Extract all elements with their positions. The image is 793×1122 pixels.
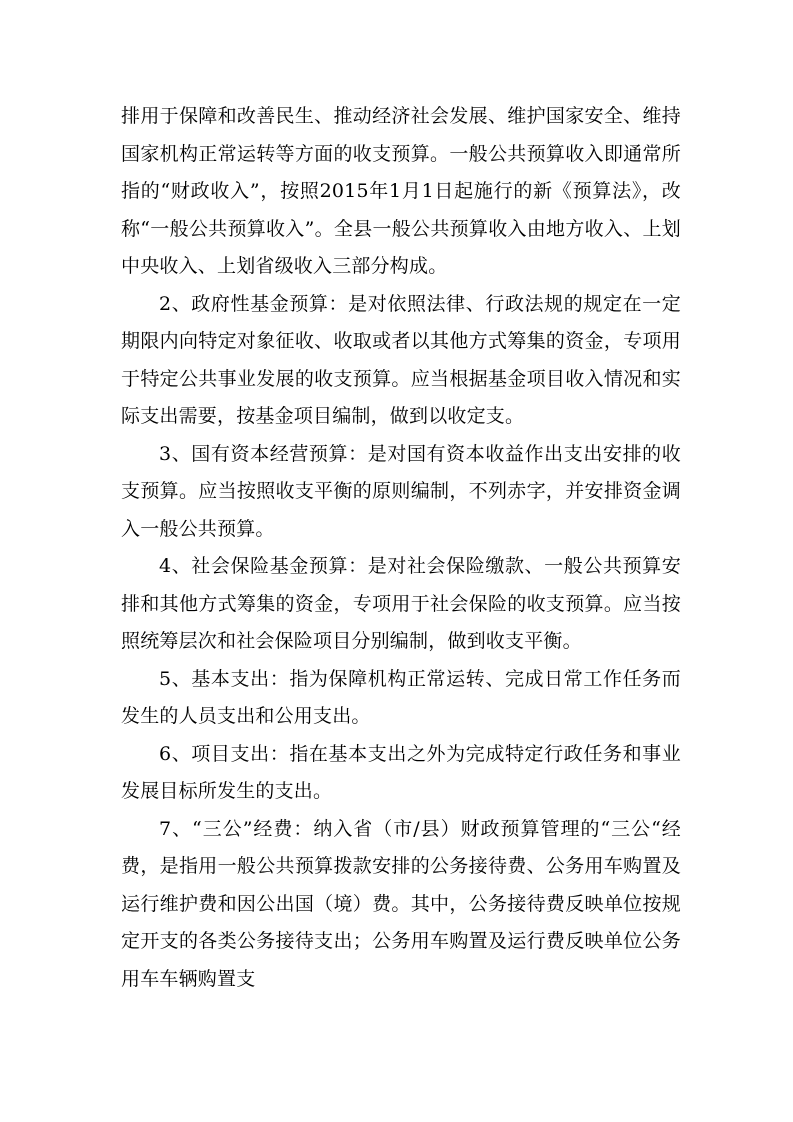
document-body <box>121 98 681 998</box>
paragraph-social-insurance-budget: 4、社会保险基金预算：是对社会保险缴款、一般公共预算安排和其他方式筹集的资金，专项用于社会保险的收支预算。应当按照统筹层次和社会保险项目分别编制，做到收支平衡。 <box>121 555 681 652</box>
paragraph-government-fund-budget: 2、政府性基金预算：是对依照法律、行政法规的规定在一定期限内向特定对象征收、收取或者以其他方式筹集的资金，专项用于特定公共事业发展的收支预算。应当根据基金项目收入情况和实际支出需要，按基金项目编制，做到以收定支。 <box>121 292 681 427</box>
paragraph-project-expenditure: 6、项目支出：指在基本支出之外为完成特定行政任务和事业发展目标所发生的支出。 <box>121 742 681 802</box>
paragraph-three-public-expenses: 7、“三公”经费：纳入省（市/县）财政预算管理的“三公“经费，是指用一般公共预算拨款安排的公务接待费、公务用车购置及运行维护费和因公出国（境）费。其中，公务接待费反映单位按规定开支的各类公务接待支出；公务用车购置及运行费反映单位公务用车车辆购置支 <box>121 817 681 990</box>
paragraph-basic-expenditure: 5、基本支出：指为保障机构正常运转、完成日常工作任务而发生的人员支出和公用支出。 <box>121 667 681 727</box>
paragraph-general-budget-continuation: 排用于保障和改善民生、推动经济社会发展、维护国家安全、维持国家机构正常运转等方面的收支预算。一般公共预算收入即通常所指的“财政收入”，按照2015年1月1日起施行的新《预算法》，改称“一般公共预算收入”。全县一般公共预算收入由地方收入、上划中央收入、上划省级收入三部分构成。 <box>121 105 681 277</box>
paragraph-state-capital-budget: 3、国有资本经营预算：是对国有资本收益作出支出安排的收支预算。应当按照收支平衡的原则编制，不列赤字，并安排资金调入一般公共预算。 <box>121 442 681 540</box>
